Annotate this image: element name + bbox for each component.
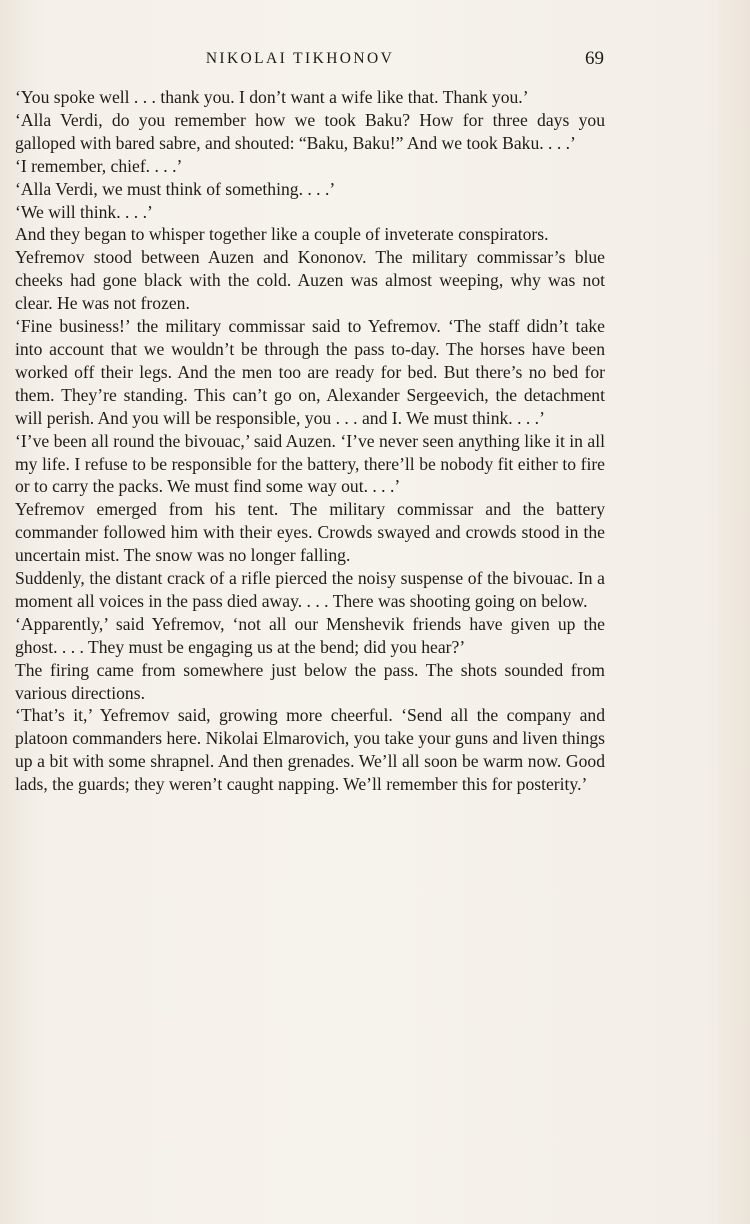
paragraph: ‘That’s it,’ Yefremov said, growing more cheerful. ‘Send all the company and platoon commanders here. Nikolai Elmarovich, you take your guns and liven things up a bit with some shrapnel. And then grenades. We’ll all soon be warm now. Good lads, the guards; they weren’t caught napping. We’ll remember this for posterity.’	[15, 705, 605, 795]
paragraph: ‘I remember, chief. . . .’	[15, 155, 183, 176]
paragraph: ‘Fine business!’ the military commissar said to Yefremov. ‘The staff didn’t take into account that we wouldn’t be through the pass to-day. The horses have been worked off their legs. And the men too are ready for bed. But there’s no bed for them. They’re standing. This can’t go on, Alexander Sergeevich, the detachment will perish. And you will be responsible, you . . . and I. We must think. . . .’	[15, 316, 605, 428]
paragraph: ‘Apparently,’ said Yefremov, ‘not all our Menshevik friends have given up the ghost. . . . They must be engaging us at the bend; did you hear?’	[15, 613, 605, 657]
paragraph: The firing came from somewhere just below the pass. The shots sounded from various directions.	[15, 659, 605, 703]
page-number: 69	[585, 48, 604, 69]
paragraph: And they began to whisper together like a couple of inveterate conspirators.	[15, 224, 549, 245]
paragraph: ‘Alla Verdi, do you remember how we took Baku? How for three days you galloped with bared sabre, and shouted: “Baku, Baku!” And we took Baku. . . .’	[15, 109, 605, 153]
running-head: NIKOLAI TIKHONOV	[205, 50, 395, 67]
paragraph: ‘Alla Verdi, we must think of something. . . .’	[15, 178, 336, 199]
paragraph: Suddenly, the distant crack of a rifle pierced the noisy suspense of the bivouac. In a moment all voices in the pass died away. . . . There was shooting going on below.	[15, 568, 605, 611]
paragraph: Yefremov stood between Auzen and Kononov. The military commissar’s blue cheeks had gone black with the cold. Auzen was almost weeping, why was not clear. He was not frozen.	[15, 247, 605, 314]
page-header	[0, 48, 750, 74]
paragraph: ‘You spoke well . . . thank you. I don’t want a wife like that. Thank you.’	[15, 87, 529, 107]
paragraph: ‘We will think. . . .’	[15, 201, 153, 222]
body-text	[15, 86, 605, 796]
paragraph: ‘I’ve been all round the bivouac,’ said Auzen. ‘I’ve never seen anything like it in all my life. I refuse to be responsible for the battery, there’ll be nobody fit either to fire or to carry the packs. We must find some way out. . . .’	[15, 430, 605, 497]
paragraph: Yefremov emerged from his tent. The military commissar and the battery commander followed him with their eyes. Crowds swayed and crowds stood in the uncertain mist. The snow was no longer falling.	[15, 499, 605, 566]
